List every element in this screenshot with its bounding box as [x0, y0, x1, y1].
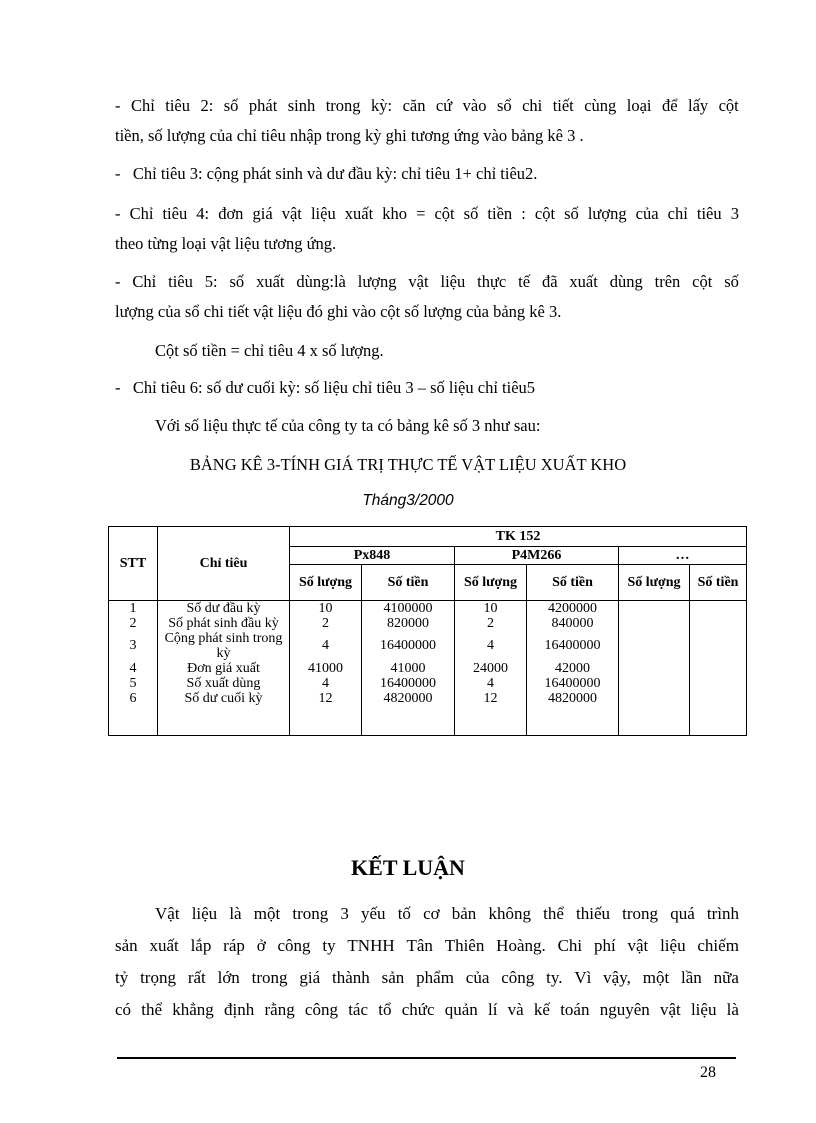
- cell-sl-px848: 4: [290, 676, 362, 691]
- cell-stt: 1: [109, 601, 158, 617]
- header-px848: Px848: [290, 547, 455, 565]
- word: trọng: [140, 968, 176, 987]
- word: cơ: [423, 904, 440, 923]
- word: cột: [534, 204, 556, 223]
- conclusion-line: [115, 936, 739, 956]
- word: lấy: [687, 96, 709, 115]
- word: chi: [522, 96, 543, 115]
- word: công: [304, 1000, 338, 1019]
- word: một: [642, 968, 670, 987]
- cell-st-px848: 4820000: [362, 691, 455, 735]
- table-row: [109, 661, 747, 676]
- word: thể: [543, 904, 564, 923]
- word: căn: [402, 96, 426, 115]
- cell-st-p4m266: 840000: [527, 616, 619, 631]
- conclusion-heading: KẾT LUẬN: [351, 855, 465, 880]
- word: lớn: [217, 968, 240, 987]
- word: loại: [626, 96, 652, 115]
- word: trên: [654, 272, 681, 291]
- word: 2:: [200, 96, 214, 115]
- word: cứ: [435, 96, 453, 115]
- table-row: [109, 601, 747, 617]
- header-so-luong: Số lượng: [455, 565, 527, 601]
- word: và: [507, 1000, 524, 1019]
- word: liệu: [690, 1000, 717, 1019]
- word: định: [224, 1000, 255, 1019]
- word: lí: [487, 1000, 498, 1019]
- word: để: [661, 96, 678, 115]
- line-chitieu3: - Chỉ tiêu 3: cộng phát sinh và dư đầu kỳ: chỉ tiêu 1+ chỉ tiêu2.: [115, 164, 538, 183]
- word: trình: [706, 904, 739, 923]
- word: dùng: [609, 272, 643, 291]
- word: ở: [256, 936, 266, 955]
- line-chitieu5: [115, 272, 739, 292]
- table-title: BẢNG KÊ 3-TÍNH GIÁ TRỊ THỰC TẾ VẬT LIỆU XUẤT KHO: [189, 455, 627, 474]
- word: sản: [115, 936, 138, 955]
- line-chitieu2-cont: tiền, số lượng của chỉ tiêu nhập trong kỳ ghi tương ứng vào bảng kê 3 .: [115, 126, 584, 145]
- word: 3: [730, 204, 739, 223]
- word: Tân: [406, 936, 433, 955]
- word: ráp: [223, 936, 245, 955]
- cell-sl-p4m266: 2: [455, 616, 527, 631]
- table-row: [109, 631, 747, 661]
- word: tố: [397, 904, 411, 923]
- cell-st-px848: 4100000: [362, 601, 455, 617]
- cell-sl-px848: 2: [290, 616, 362, 631]
- word: số: [564, 204, 579, 223]
- cell-chi-tieu: Số xuất dùng: [158, 676, 290, 691]
- word: 3: [340, 904, 349, 923]
- cell-empty: [619, 661, 690, 676]
- word: =: [416, 204, 426, 223]
- word: chiếm: [697, 936, 739, 955]
- word: tác: [348, 1000, 369, 1019]
- header-stt: STT: [109, 527, 158, 601]
- word: tiết: [552, 96, 574, 115]
- cell-sl-p4m266: 24000: [455, 661, 527, 676]
- word: vật: [281, 204, 302, 223]
- cell-sl-px848: 10: [290, 601, 362, 617]
- word: cột: [692, 272, 713, 291]
- line-chitieu4: [115, 204, 739, 224]
- conclusion-line: [155, 904, 739, 924]
- cell-st-p4m266: 16400000: [527, 676, 619, 691]
- header-so-luong: Số lượng: [619, 565, 690, 601]
- line-chitieu6: - Chỉ tiêu 6: số dư cuối kỳ: số liệu chỉ tiêu 3 – số liệu chỉ tiêu5: [115, 378, 536, 397]
- word: số: [223, 96, 239, 115]
- cell-empty: [690, 661, 747, 676]
- cell-sl-px848: 41000: [290, 661, 362, 676]
- word: quá: [670, 904, 695, 923]
- conclusion-line: [115, 1000, 739, 1020]
- cell-sl-p4m266: 4: [455, 631, 527, 661]
- word: nguyên: [599, 1000, 650, 1019]
- cell-empty: [619, 601, 690, 617]
- line-chitieu2: [115, 96, 739, 116]
- word: vật: [659, 1000, 681, 1019]
- word: quản: [444, 1000, 478, 1019]
- word: xuất: [569, 272, 598, 291]
- word: vậy,: [603, 968, 631, 987]
- cell-empty: [690, 676, 747, 691]
- word: -: [115, 204, 121, 223]
- table-row: [109, 691, 747, 735]
- word: kỳ:: [371, 96, 393, 115]
- word: tổ: [378, 1000, 392, 1019]
- word: đã: [541, 272, 558, 291]
- word: số: [229, 272, 245, 291]
- cell-chi-tieu: Cộng phát sinh trong kỳ: [158, 631, 290, 661]
- header-p4m266: P4M266: [455, 547, 619, 565]
- header-so-tien: Số tiền: [527, 565, 619, 601]
- header-so-tien: Số tiền: [690, 565, 747, 601]
- word: toán: [560, 1000, 590, 1019]
- word: liệu: [660, 936, 686, 955]
- cell-st-px848: 820000: [362, 616, 455, 631]
- cell-sl-p4m266: 4: [455, 676, 527, 691]
- word: là: [726, 1000, 739, 1019]
- footer-rule: [117, 1057, 736, 1059]
- cell-chi-tieu: Đơn giá xuất: [158, 661, 290, 676]
- cell-stt: 6: [109, 691, 158, 735]
- cell-chi-tieu: Số dư cuối kỳ: [158, 691, 290, 735]
- word: xuất: [344, 204, 374, 223]
- word: vật: [408, 272, 429, 291]
- cell-st-px848: 16400000: [362, 676, 455, 691]
- cell-chi-tieu: Số phát sinh đầu kỳ: [158, 616, 290, 631]
- header-more: …: [619, 547, 747, 565]
- word: vào: [462, 96, 487, 115]
- word: lượng: [357, 272, 397, 291]
- word: thiếu: [576, 904, 611, 923]
- line-chitieu4-cont: theo từng loại vật liệu tương ứng.: [115, 234, 337, 253]
- cell-st-p4m266: 4820000: [527, 691, 619, 735]
- word: ty.: [546, 968, 563, 987]
- conclusion-line: [115, 968, 739, 988]
- header-tk-152: TK 152: [290, 527, 747, 547]
- word: TNHH: [347, 936, 395, 955]
- cell-stt: 2: [109, 616, 158, 631]
- cell-empty: [690, 691, 747, 735]
- page-number: 28: [700, 1064, 716, 1081]
- word: chỉ: [667, 204, 688, 223]
- word: Vật: [155, 904, 180, 923]
- cell-empty: [619, 676, 690, 691]
- line-intro-table: Với số liệu thực tế của công ty ta có bảng kê số 3 như sau:: [155, 416, 541, 435]
- cell-empty: [690, 601, 747, 617]
- cell-empty: [619, 616, 690, 631]
- word: phí: [593, 936, 616, 955]
- cell-chi-tieu: Số dư đầu kỳ: [158, 601, 290, 617]
- table-row: [109, 616, 747, 631]
- word: thực: [477, 272, 507, 291]
- word: Hoàng.: [496, 936, 546, 955]
- word: :: [521, 204, 526, 223]
- word: lần: [681, 968, 702, 987]
- word: trong: [622, 904, 659, 923]
- word: phát: [248, 96, 278, 115]
- cell-sl-px848: 4: [290, 631, 362, 661]
- word: tiền: [487, 204, 513, 223]
- header-so-luong: Số lượng: [290, 565, 362, 601]
- word: cột: [434, 204, 455, 223]
- cell-empty: [690, 631, 747, 661]
- word: Chỉ: [132, 272, 157, 291]
- word: phẩm: [416, 968, 454, 987]
- word: 5:: [204, 272, 218, 291]
- cell-st-px848: 16400000: [362, 631, 455, 661]
- cell-sl-p4m266: 10: [455, 601, 527, 617]
- word: Chi: [557, 936, 583, 955]
- word: dùng:là: [296, 272, 346, 291]
- cell-st-px848: 41000: [362, 661, 455, 676]
- word: khẳng: [172, 1000, 214, 1019]
- word: một: [253, 904, 281, 923]
- word: Chỉ: [129, 204, 154, 223]
- line-cot-so-tien: Cột số tiền = chỉ tiêu 4 x số lượng.: [155, 341, 384, 360]
- cell-empty: [619, 691, 690, 735]
- word: 4:: [196, 204, 210, 223]
- word: liệu: [191, 904, 218, 923]
- cell-st-p4m266: 42000: [527, 661, 619, 676]
- header-chi-tieu: Chỉ tiêu: [158, 527, 290, 601]
- word: cùng: [584, 96, 617, 115]
- word: tế: [518, 272, 531, 291]
- word: của: [465, 968, 490, 987]
- word: Thiên: [444, 936, 485, 955]
- word: lắp: [190, 936, 212, 955]
- word: số: [724, 272, 739, 291]
- cell-st-p4m266: 16400000: [527, 631, 619, 661]
- word: ty: [322, 936, 336, 955]
- word: sinh: [287, 96, 316, 115]
- word: rằng: [264, 1000, 295, 1019]
- word: xuất: [256, 272, 285, 291]
- word: đơn: [218, 204, 244, 223]
- word: tiêu: [165, 96, 190, 115]
- cell-sl-px848: 12: [290, 691, 362, 735]
- word: Vì: [574, 968, 592, 987]
- word: là: [229, 904, 242, 923]
- word: công: [501, 968, 535, 987]
- word: vật: [627, 936, 649, 955]
- word: số: [463, 204, 479, 223]
- word: nữa: [713, 968, 739, 987]
- word: sản: [381, 968, 405, 987]
- word: liệu: [310, 204, 336, 223]
- word: tỷ: [115, 968, 129, 987]
- word: có: [115, 1000, 132, 1019]
- header-so-tien: Số tiền: [362, 565, 455, 601]
- cell-empty: [619, 631, 690, 661]
- cell-stt: 4: [109, 661, 158, 676]
- word: trong: [251, 968, 288, 987]
- cell-empty: [690, 616, 747, 631]
- word: giá: [252, 204, 273, 223]
- word: kho: [382, 204, 407, 223]
- word: công: [277, 936, 311, 955]
- word: lượng: [587, 204, 627, 223]
- cell-st-p4m266: 4200000: [527, 601, 619, 617]
- cell-stt: 5: [109, 676, 158, 691]
- word: không: [488, 904, 531, 923]
- word: liệu: [440, 272, 466, 291]
- word: sổ: [496, 96, 512, 115]
- word: tiêu: [696, 204, 722, 223]
- word: -: [115, 96, 121, 115]
- word: trong: [325, 96, 361, 115]
- word: bản: [451, 904, 477, 923]
- word: xuất: [149, 936, 179, 955]
- word: tiêu: [162, 204, 188, 223]
- table-row: [109, 676, 747, 691]
- bang-ke-3-table: [108, 526, 747, 736]
- word: kế: [533, 1000, 550, 1019]
- word: rất: [187, 968, 206, 987]
- word: Chỉ: [130, 96, 155, 115]
- word: -: [115, 272, 121, 291]
- word: của: [635, 204, 659, 223]
- line-chitieu5-cont: lượng của sổ chi tiết vật liệu đó ghi vào cột số lượng của bảng kê 3.: [115, 302, 562, 321]
- word: cột: [718, 96, 739, 115]
- table-subtitle: Tháng3/2000: [362, 492, 454, 509]
- word: yếu: [361, 904, 386, 923]
- word: tiêu: [168, 272, 193, 291]
- cell-stt: 3: [109, 631, 158, 661]
- word: trong: [292, 904, 329, 923]
- cell-sl-p4m266: 12: [455, 691, 527, 735]
- word: thể: [141, 1000, 163, 1019]
- word: thành: [332, 968, 370, 987]
- word: giá: [299, 968, 321, 987]
- word: chức: [401, 1000, 435, 1019]
